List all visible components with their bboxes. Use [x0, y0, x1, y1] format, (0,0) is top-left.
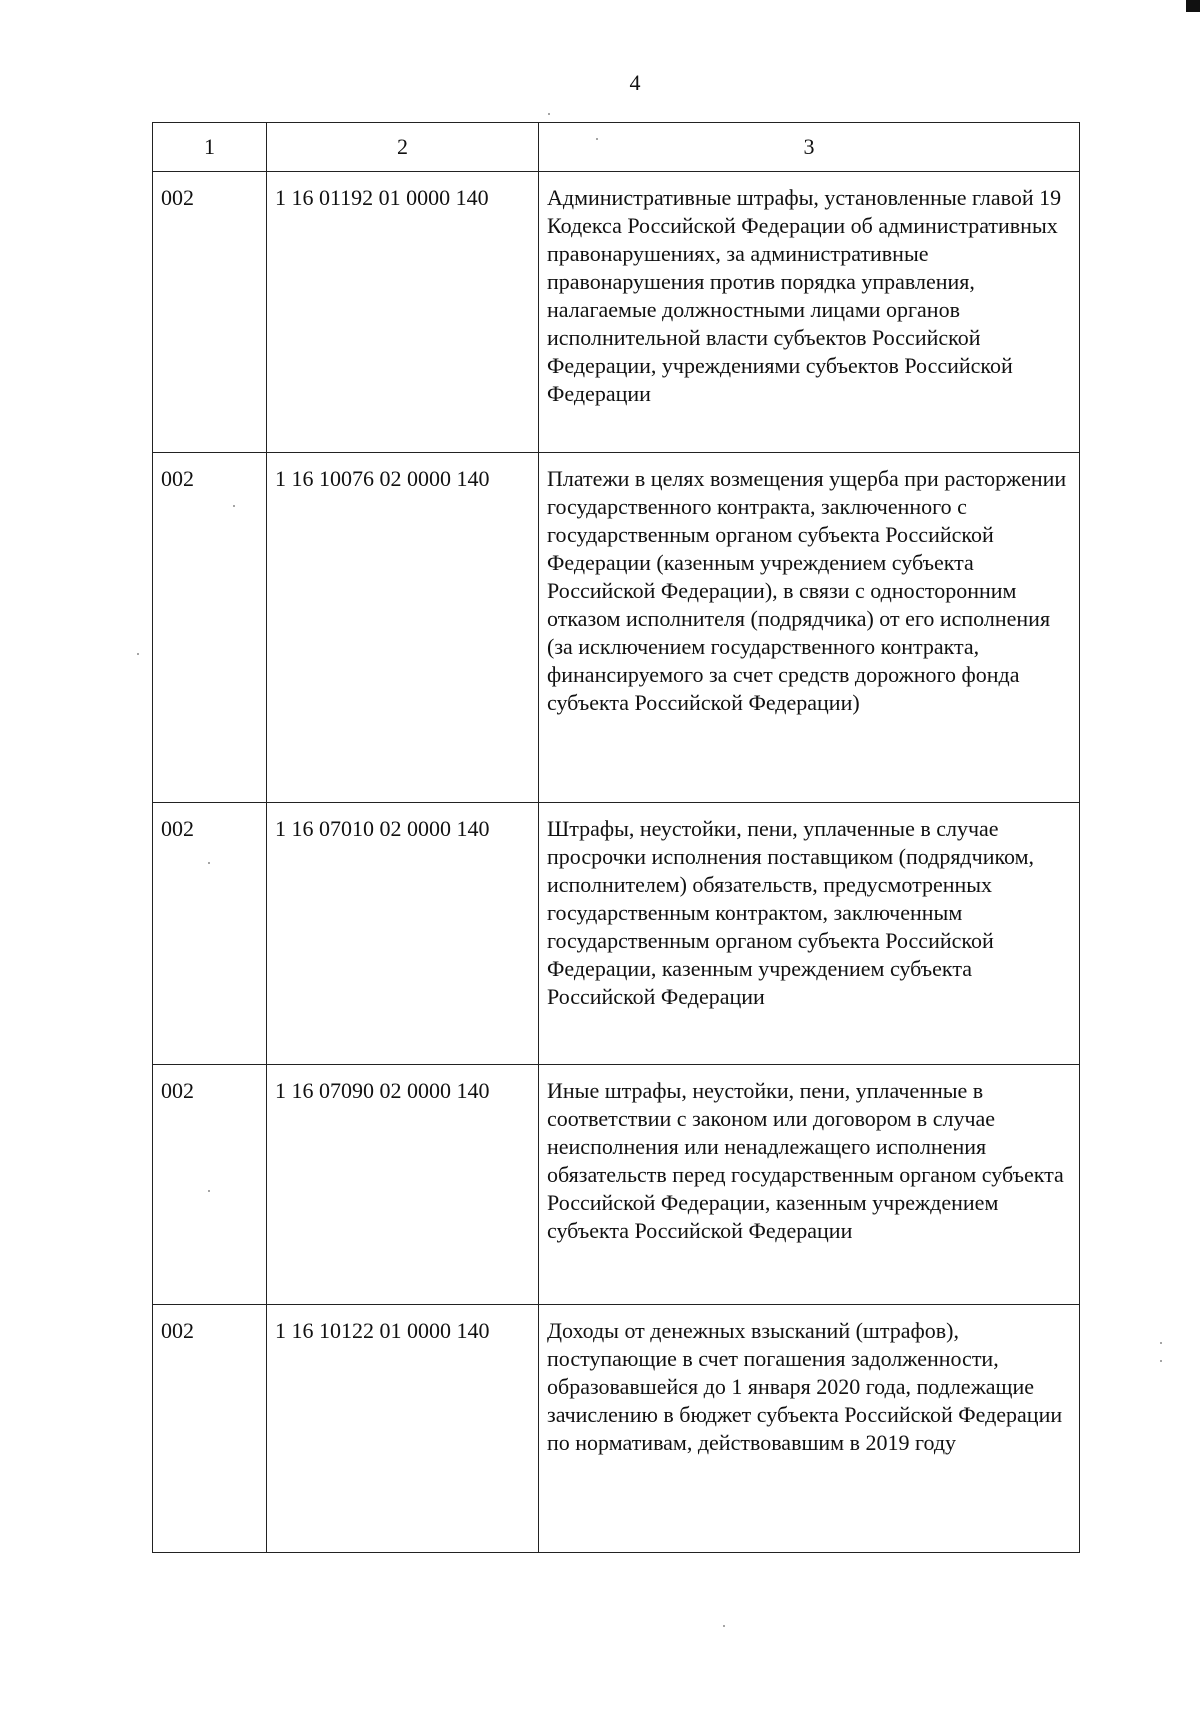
admin-code-cell: 002 — [153, 1065, 267, 1305]
kbk-code-cell: 1 16 10076 02 0000 140 — [267, 453, 539, 803]
kbk-code-cell: 1 16 01192 01 0000 140 — [267, 172, 539, 453]
scan-speck — [208, 862, 210, 864]
scan-corner-mark — [1186, 0, 1200, 12]
kbk-code-cell: 1 16 07090 02 0000 140 — [267, 1065, 539, 1305]
table-row — [153, 1305, 1080, 1553]
table-row — [153, 1065, 1080, 1305]
page-number: 4 — [629, 70, 641, 95]
admin-code-cell: 002 — [153, 453, 267, 803]
scan-speck — [548, 113, 550, 115]
column-header-3: 3 — [539, 123, 1080, 172]
table-body — [153, 172, 1080, 1553]
table-row — [153, 453, 1080, 803]
table-header — [153, 123, 1080, 172]
header-row — [153, 123, 1080, 172]
revenue-name-cell: Штрафы, неустойки, пени, уплаченные в случае просрочки исполнения поставщиком (подрядчиком, исполнителем) обязательств, предусмотренных государственным контрактом, заключенным государственным органом субъекта Российской Федерации, казенным учреждением субъекта Российской Федерации — [539, 803, 1080, 1065]
admin-code-cell: 002 — [153, 803, 267, 1065]
scan-speck — [208, 1190, 210, 1192]
scan-speck — [137, 653, 139, 655]
revenue-name-cell: Доходы от денежных взысканий (штрафов), поступающие в счет погашения задолженности, образовавшейся до 1 января 2020 года, подлежащие зачислению в бюджет субъекта Российской Федерации по нормативам, действовавшим в 2019 году — [539, 1305, 1080, 1553]
scan-speck — [233, 505, 235, 507]
revenue-codes-table — [152, 122, 1080, 1553]
revenue-name-cell: Иные штрафы, неустойки, пени, уплаченные в соответствии с законом или договором в случае неисполнения или ненадлежащего исполнения обязательств перед государственным органом субъекта Российской Федерации, казенным учреждением субъекта Российской Федерации — [539, 1065, 1080, 1305]
revenue-name-cell: Платежи в целях возмещения ущерба при расторжении государственного контракта, заключенного с государственным органом субъекта Российской Федерации (казенным учреждением субъекта Российской Федерации), в связи с односторонним отказом исполнителя (подрядчика) от его исполнения (за исключением государственного контракта, финансируемого за счет средств дорожного фонда субъекта Российской Федерации) — [539, 453, 1080, 803]
table-row — [153, 803, 1080, 1065]
scan-speck — [723, 1625, 725, 1627]
scan-speck — [1160, 1342, 1162, 1344]
column-header-2: 2 — [267, 123, 539, 172]
table-row — [153, 172, 1080, 453]
kbk-code-cell: 1 16 10122 01 0000 140 — [267, 1305, 539, 1553]
revenue-name-cell: Административные штрафы, установленные главой 19 Кодекса Российской Федерации об административных правонарушениях, за административные правонарушения против порядка управления, налагаемые должностными лицами органов исполнительной власти субъектов Российской Федерации, учреждениями субъектов Российской Федерации — [539, 172, 1080, 453]
admin-code-cell: 002 — [153, 172, 267, 453]
admin-code-cell: 002 — [153, 1305, 267, 1553]
scan-speck — [1160, 1360, 1162, 1362]
scan-speck — [596, 138, 598, 140]
column-header-1: 1 — [153, 123, 267, 172]
kbk-code-cell: 1 16 07010 02 0000 140 — [267, 803, 539, 1065]
